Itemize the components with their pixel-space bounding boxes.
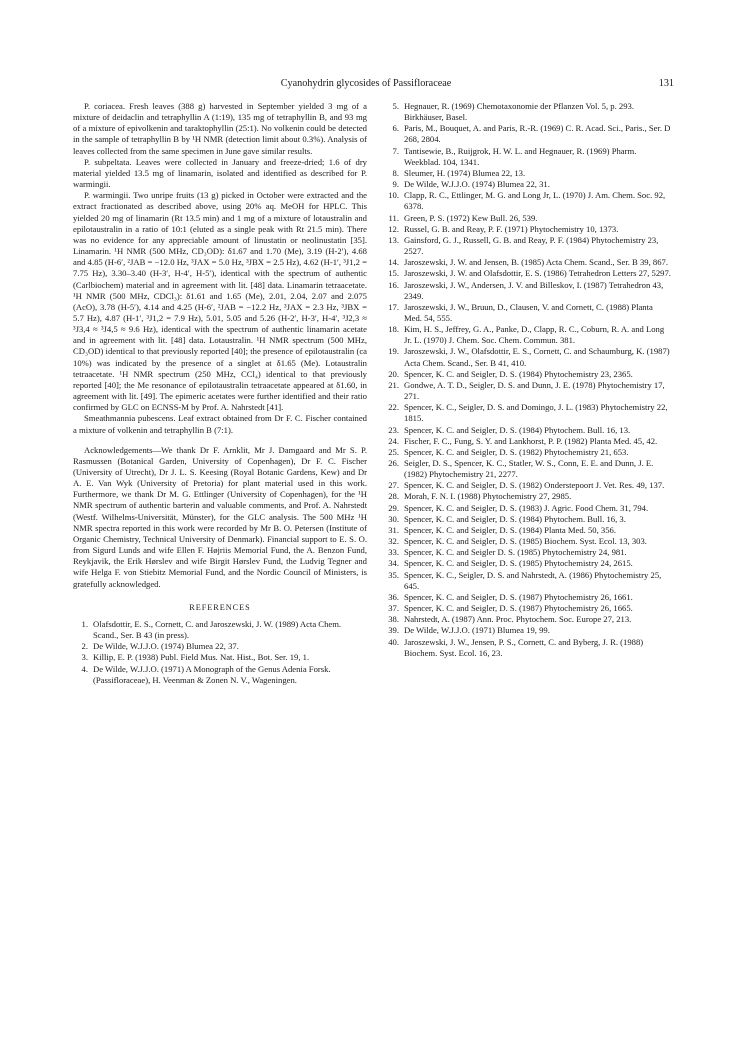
- reference-number: 9.: [392, 179, 399, 190]
- reference-item: [384, 514, 672, 525]
- reference-item: [384, 190, 672, 212]
- reference-text: Kim, H. S., Jeffrey, G. A., Panke, D., Clapp, R. C., Coburn, R. A. and Long Jr. L. (1970) J. Chem. Soc. Chem. Commun. 381.: [404, 324, 665, 346]
- reference-number: 25.: [388, 446, 399, 457]
- reference-number: 1.: [81, 618, 88, 629]
- references-heading: REFERENCES: [189, 602, 251, 612]
- reference-item: [384, 302, 672, 324]
- reference-text: Olafsdottir, E. S., Cornett, C. and Jaroszewski, J. W. (1989) Acta Chem. Scand., Ser. B 43 (in press).: [93, 618, 342, 641]
- reference-number: 34.: [388, 558, 399, 569]
- reference-text: Jaroszewski, J. W., Andersen, J. V. and Billeskov, I. (1987) Tetrahedron 43, 2349.: [404, 279, 664, 301]
- reference-item: [384, 380, 672, 402]
- reference-text: Jaroszewski, J. W. and Olafsdottir, E. S. (1986) Tetrahedron Letters 27, 5297.: [404, 268, 671, 279]
- references-list-left: [73, 619, 367, 686]
- reference-item: [384, 235, 672, 257]
- reference-number: 40.: [388, 636, 399, 647]
- reference-number: 12.: [388, 223, 399, 234]
- reference-item: [384, 213, 672, 224]
- reference-item: [384, 346, 672, 368]
- reference-text: Spencer, K. C. and Seigler, D. S. (1984) Phytochemistry 23, 2365.: [404, 368, 633, 379]
- reference-number: 27.: [388, 480, 399, 491]
- reference-number: 13.: [388, 234, 399, 245]
- reference-item: [384, 179, 672, 190]
- reference-text: Spencer, K. C. and Seigler, D. S. (1984) Phytochem. Bull. 16, 13.: [404, 424, 631, 435]
- reference-text: De Wilde, W.J.J.O. (1974) Blumea 22, 31.: [404, 179, 550, 190]
- reference-item: [384, 224, 672, 235]
- reference-number: 16.: [388, 279, 399, 290]
- reference-text: Gondwe, A. T. D., Seigler, D. S. and Dunn, J. E. (1978) Phytochemistry 17, 271.: [404, 379, 665, 402]
- reference-text: Spencer, K. C. and Seigler, D. S. (1987) Phytochemistry 26, 1665.: [404, 603, 633, 614]
- reference-number: 39.: [388, 625, 399, 636]
- reference-item: [384, 570, 672, 592]
- reference-text: Gainsford, G. J., Russell, G. B. and Reay, P. F. (1984) Phytochemistry 23, 2527.: [404, 234, 659, 257]
- paragraph-subpeltata: P. subpeltata. Leaves were collected in January and freeze-dried; 1.6 of dry material yielded 13.5 mg of linamarin, isolated and identified as described for P. warmingii.: [73, 156, 367, 190]
- reference-text: Spencer, K. C. and Seigler, D. S. (1983) J. Agric. Food Chem. 31, 794.: [404, 502, 649, 513]
- reference-item: [384, 603, 672, 614]
- reference-number: 24.: [388, 435, 399, 446]
- reference-number: 11.: [388, 212, 399, 223]
- reference-text: Russel, G. B. and Reay, P. F. (1971) Phytochemistry 10, 1373.: [404, 223, 619, 234]
- reference-item: [384, 525, 672, 536]
- reference-item: [384, 625, 672, 636]
- reference-item: [384, 168, 672, 179]
- reference-number: 23.: [388, 424, 399, 435]
- reference-item: [384, 123, 672, 145]
- reference-item: [384, 402, 672, 424]
- reference-number: 8.: [392, 167, 399, 178]
- reference-number: 21.: [388, 379, 399, 390]
- reference-number: 28.: [388, 491, 399, 502]
- reference-number: 30.: [388, 513, 399, 524]
- reference-text: Spencer, K. C. and Seigler D. S. (1985) Phytochemistry 24, 981.: [404, 547, 627, 558]
- reference-text: Spencer, K. C. and Seigler, D. S. (1987) Phytochemistry 26, 1661.: [404, 591, 633, 602]
- reference-number: 15.: [388, 268, 399, 279]
- reference-number: 22.: [388, 402, 399, 413]
- reference-item: [384, 447, 672, 458]
- reference-number: 10.: [388, 190, 399, 201]
- left-column: [73, 101, 367, 686]
- reference-item: [73, 619, 367, 641]
- reference-text: Spencer, K. C. and Seigler, D. S. (1984) Phytochem. Bull. 16, 3.: [404, 513, 626, 524]
- reference-text: Jaroszewski, J. W., Jensen, P. S., Cornett, C. and Byberg, J. R. (1988) Biochem. Syst. Ecol. 16, 23.: [404, 636, 644, 658]
- reference-text: Spencer, K. C. and Seigler, D. S. (1985) Phytochemistry 24, 2615.: [404, 558, 633, 569]
- references-list-right: [384, 101, 672, 659]
- reference-text: De Wilde, W.J.J.O. (1974) Blumea 22, 37.: [93, 641, 239, 652]
- reference-number: 5.: [392, 101, 399, 111]
- reference-text: De Wilde, W.J.J.O. (1971) Blumea 19, 99.: [404, 625, 550, 636]
- reference-text: Jaroszewski, J. W. and Jensen, B. (1985) Acta Chem. Scand., Ser. B 39, 867.: [404, 257, 668, 268]
- reference-item: [384, 280, 672, 302]
- reference-item: [384, 547, 672, 558]
- paragraph-warmingii: P. warmingii. Two unripe fruits (13 g) picked in October were extracted and the extract fractionated as described above, using 20% aq. MeOH for HPLC. This yielded 20 mg of linamarin (Rt 13.5 min) and 1 mg of a mixture of lotaustralin and epilotaustralin in a ratio of 10:1 (eluted as a single peak with Rt 21.5 min). There was no evidence for any appreciable amount of linustatin or neolinustatin [35]. Linamarin. ¹H NMR (500 MHz, CD₃OD): δ1.67 and 1.70 (Me), 3.19 (H-2′), 4.68 and 4.85 (H-6′, ²JAB = −12.0 Hz, ³JAX = 5.0 Hz, ³JBX = 2.5 Hz), 4.62 (H-1′, ³J1,2 = 7.75 Hz), 3.30–3.40 (H-3′, H-4′, H-5′), identical with the spectrum of authentic (Carlbiochem) material and in agreement with lit. [48] data. Linamarin tetraacetate. ¹H NMR (500 MHz, CDCl₃): δ1.61 and 1.65 (Me), 2.01, 2.04, 2.07 and 2.075 (AcO), 3.78 (H-5′), 4.14 and 4.25 (H-6′, ²JAB = −12.2 Hz, ³JAX = 2.3 Hz, ³JBX = 5.7 Hz), 4.87 (H-1′, ³J1,2 = 7.9 Hz), 5.01, 5.05 and 5.26 (H-2′, H-3′, H-4′, ³J2,3 ≈ ³J3,4 ≈ ³J4,5 ≈ 9.6 Hz), identical with the spectrum of authentic linamarin acetate and in agreement with lit. [48] data. Lotaustralin. ¹H NMR spectrum (500 MHz, CD₃OD) identical to that previously reported [40]; the presence of epilotaustralin (ca 10%) was indicated by the presence of a singlet at δ1.65 (Me). Lotaustralin tetraacetate. ¹H NMR spectrum (250 MHz, CCl₄) identical to that previously reported [40]; the Me resonance of epilotaustralin tetraacetate appeared at δ1.60, in agreement with lit. [49]. The epimeric acetates were further identified and their ratio confirmed by GLC on ECNSS-M by Prof. A. Nahrstedt [41].: [73, 190, 367, 413]
- reference-number: 33.: [388, 547, 399, 558]
- reference-item: [384, 480, 672, 491]
- reference-text: Spencer, K. C. and Seigler, D. S. (1984) Planta Med. 50, 356.: [404, 524, 617, 535]
- running-title: Cyanohydrin glycosides of Passifloraceae: [280, 78, 452, 89]
- reference-text: Killip, E. P. (1938) Publ. Field Mus. Nat. Hist., Bot. Ser. 19, 1.: [93, 652, 310, 663]
- reference-item: [384, 558, 672, 569]
- reference-item: [384, 637, 672, 659]
- reference-text: Jaroszewski, J. W., Olafsdottir, E. S., Cornett, C. and Schaumburg, K. (1987) Acta Chem. Scand., Ser. B 41, 410.: [404, 346, 670, 368]
- reference-item: [384, 369, 672, 380]
- reference-item: [73, 664, 367, 686]
- reference-text: Hegnauer, R. (1969) Chemotaxonomie der Pflanzen Vol. 5, p. 293. Birkhäuser, Basel.: [404, 101, 635, 123]
- reference-number: 17.: [388, 301, 399, 312]
- reference-number: 18.: [388, 324, 399, 335]
- reference-text: Sleumer, H. (1974) Blumea 22, 13.: [404, 167, 526, 178]
- acknowledgements: Acknowledgements—We thank Dr F. Arnklit, Mr J. Damgaard and Mr S. P. Rasmussen (Botanical Garden, University of Copenhagen), Dr F. C. Fischer (University of Utrecht), Dr J. L. S. Keesing (Royal Botanic Gardens, Kew) and Dr A. E. Van Wyk (University of Pretoria) for plant material used in this work. Furthermore, we thank Dr M. G. Ettlinger (University of Copenhagen), for the ¹H NMR spectrum of authentic barterin and valuable comments, and Prof. A. Nahrstedt (Westf. Wilhelms-Universität, Münster), for the GLC analysis. The 500 MHz ¹H NMR spectra reported in this work were recorded by Mr B. O. Petersen (Institute of Organic Chemistry, Technical University of Denmark). Financial support to E. S. O. from Sigurd Lunds and wife Ellen F. Højriis Memorial Fund, the A. Benzon Fund, Reykjavik, the Erik Hørslev and wife Birgit Hørslev Fund, the Ludvig Tegner and wife Helga F. von Stiebitz Memorial Fund, and the Nordic Council of Ministers, is gratefully acknowledged.: [73, 444, 367, 589]
- reference-number: 38.: [388, 614, 399, 625]
- reference-item: [384, 458, 672, 480]
- reference-item: [384, 257, 672, 268]
- reference-number: 35.: [388, 569, 399, 580]
- reference-text: Spencer, K. C. and Seigler, D. S. (1982) Phytochemistry 21, 653.: [404, 446, 629, 457]
- reference-text: Spencer, K. C. and Seigler, D. S. (1982) Onderstepoort J. Vet. Res. 49, 137.: [404, 480, 665, 491]
- reference-item: [384, 101, 672, 123]
- reference-text: Nahrstedt, A. (1987) Ann. Proc. Phytochem. Soc. Europe 27, 213.: [404, 614, 632, 625]
- reference-item: [384, 491, 672, 502]
- reference-text: Tantisewie, B., Ruijgrok, H. W. L. and Hegnauer, R. (1969) Pharm. Weekblad. 104, 1341.: [404, 145, 637, 167]
- reference-number: 32.: [388, 536, 399, 547]
- reference-item: [384, 536, 672, 547]
- reference-text: Morah, F. N. I. (1988) Phytochemistry 27, 2985.: [404, 491, 572, 502]
- reference-item: [384, 425, 672, 436]
- reference-number: 36.: [388, 591, 399, 602]
- reference-text: Clapp, R. C., Ettlinger, M. G. and Long Jr, L. (1970) J. Am. Chem. Soc. 92, 6378.: [404, 190, 666, 212]
- reference-item: [384, 324, 672, 346]
- reference-text: Fischer, F. C., Fung, S. Y. and Lankhorst, P. P. (1982) Planta Med. 45, 42.: [404, 435, 658, 446]
- reference-text: Spencer, K. C., Seigler, D. S. and Domingo, J. L. (1983) Phytochemistry 22, 1815.: [404, 402, 668, 424]
- reference-number: 6.: [392, 123, 399, 134]
- reference-item: [384, 436, 672, 447]
- reference-number: 7.: [392, 145, 399, 156]
- reference-item: [384, 146, 672, 168]
- reference-number: 26.: [388, 458, 399, 468]
- reference-item: [73, 641, 367, 652]
- reference-text: Spencer, K. C. and Seigler, D. S. (1985) Biochem. Syst. Ecol. 13, 303.: [404, 536, 647, 547]
- paragraph-smeathmannia: Smeathmannia pubescens. Leaf extract obtained from Dr F. C. Fischer contained a mixture of volkenin and tetraphyllin B (7:1).: [73, 413, 367, 435]
- reference-text: Seigler, D. S., Spencer, K. C., Statler, W. S., Conn, E. E. and Dunn, J. E. (1982) Phytochemistry 21, 2277.: [404, 458, 654, 480]
- reference-number: 14.: [388, 257, 399, 268]
- page-number: 131: [658, 78, 674, 89]
- running-header: [0, 78, 732, 92]
- paragraph-coriacea: P. coriacea. Fresh leaves (388 g) harvested in September yielded 3 mg of a mixture of deidaclin and tetraphyllin A (1:19), 135 mg of tetraphyllin B, and 93 mg of a mixture of epivolkenin and taraktophyllin (25:1). No volkenin could be detected in the sample of tetraphyllin B by ¹H NMR (detection limit about 0.3%). Analysis of leaves collected from the same specimen in June gave similar results.: [73, 101, 367, 156]
- reference-text: Spencer, K. C., Seigler, D. S. and Nahrstedt, A. (1986) Phytochemistry 25, 645.: [404, 569, 662, 591]
- reference-item: [384, 592, 672, 603]
- reference-text: Green, P. S. (1972) Kew Bull. 26, 539.: [404, 212, 538, 223]
- reference-text: Paris, M., Bouquet, A. and Paris, R.-R. (1969) C. R. Acad. Sci., Paris., Ser. D 268, 2804.: [404, 123, 671, 145]
- reference-number: 4.: [81, 663, 88, 674]
- reference-text: Jaroszewski, J. W., Bruun, D., Clausen, V. and Cornett, C. (1988) Planta Med. 54, 555.: [404, 301, 653, 323]
- reference-item: [384, 503, 672, 514]
- reference-item: [384, 614, 672, 625]
- reference-number: 2.: [81, 641, 88, 652]
- reference-item: [73, 652, 367, 663]
- reference-number: 3.: [81, 652, 88, 663]
- reference-number: 31.: [388, 524, 399, 535]
- reference-item: [384, 268, 672, 279]
- reference-number: 19.: [388, 346, 399, 357]
- right-column: [384, 101, 672, 659]
- reference-number: 29.: [388, 502, 399, 513]
- reference-number: 37.: [388, 603, 399, 614]
- reference-text: De Wilde, W.J.J.O. (1971) A Monograph of the Genus Adenia Forsk. (Passifloraceae), H. Veenman & Zonen N. V., Wageningen.: [93, 663, 331, 685]
- reference-number: 20.: [388, 368, 399, 379]
